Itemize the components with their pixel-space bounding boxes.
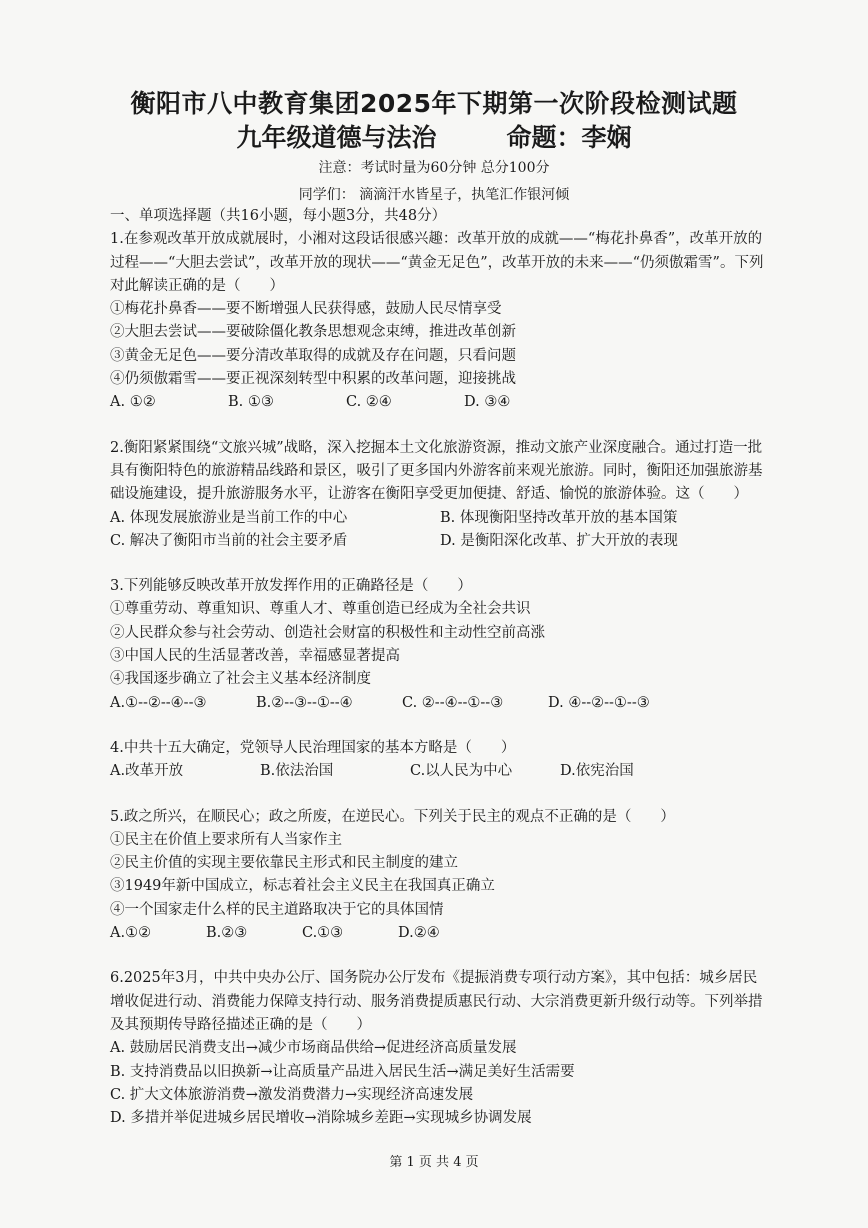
statement-item: ②大胆去尝试——要破除僵化教条思想观念束缚，推进改革创新 <box>110 324 516 341</box>
statement-item: ①梅花扑鼻香——要不断增强人民获得感，鼓励人民尽情享受 <box>110 301 502 318</box>
option-a: A.改革开放 <box>110 763 184 780</box>
exam-note: 注意：考试时量为60分钟 总分100分 <box>318 160 550 176</box>
question-stem: 4.中共十五大确定，党领导人民治理国家的基本方略是（ ） <box>110 739 516 756</box>
option-d: D.②④ <box>398 925 440 942</box>
exam-body <box>110 205 770 1130</box>
option-c: C.①③ <box>302 925 344 942</box>
subject-label: 九年级道德与法治 <box>236 123 437 152</box>
option-d: D. 是衡阳深化改革、扩大开放的表现 <box>440 532 678 549</box>
option-a: A. ①② <box>110 394 156 411</box>
question-stem: 5.政之所兴，在顺民心；政之所废，在逆民心。下列关于民主的观点不正确的是（ ） <box>110 808 675 825</box>
question-stem: 3.下列能够反映改革开放发挥作用的正确路径是（ ） <box>110 578 472 595</box>
answer-options <box>110 507 770 554</box>
exam-title: 衡阳市八中教育集团2025年下期第一次阶段检测试题 <box>130 89 738 118</box>
statement-item: ④我国逐步确立了社会主义基本经济制度 <box>110 671 371 688</box>
option-c: C. 解决了衡阳市当前的社会主要矛盾 <box>110 532 348 549</box>
option-c: C.以人民为中心 <box>410 763 513 780</box>
statement-item: ④一个国家走什么样的民主道路取决于它的具体国情 <box>110 901 444 918</box>
question-2 <box>110 437 770 553</box>
option-d: D.依宪治国 <box>560 763 634 780</box>
statement-item: ③1949年新中国成立，标志着社会主义民主在我国真正确立 <box>110 878 495 895</box>
question-stem: 6.2025年3月，中共中央办公厅、国务院办公厅发布《提振消费专项行动方案》，其中包括：城乡居民增收促进行动、消费能力保障支持行动、服务消费提质惠民行动、大宗消费更新升级行动等。下列举措及其预期传导路径描述正确的是（ ） <box>110 970 763 1033</box>
option-b: B. 支持消费品以旧换新→让高质量产品进入居民生活→满足美好生活需要 <box>110 1063 575 1080</box>
answer-options <box>110 760 770 783</box>
option-a: A.①② <box>110 925 152 942</box>
option-a: A. 体现发展旅游业是当前工作的中心 <box>110 509 348 526</box>
option-d: D. 多措并举促进城乡居民增收→消除城乡差距→实现城乡协调发展 <box>110 1110 532 1127</box>
statement-item: ②人民群众参与社会劳动、创造社会财富的积极性和主动性空前高涨 <box>110 624 545 641</box>
statement-item: ③黄金无足色——要分清改革取得的成就及存在问题，只看问题 <box>110 347 516 364</box>
option-d: D. ③④ <box>464 394 511 411</box>
option-b: B.②--③--①--④ <box>256 694 353 711</box>
question-stem: 2.衡阳紧紧围绕“文旅兴城”战略，深入挖掘本土文化旅游资源，推动文旅产业深度融合。通过打造一批具有衡阳特色的旅游精品线路和景区，吸引了更多国内外游客前来观光旅游。同时，衡阳还加强旅游基础设施建设，提升旅游服务水平，让游客在衡阳享受更加便捷、舒适、愉悦的旅游体验。这（ ） <box>110 439 763 503</box>
question-6 <box>110 967 770 1130</box>
option-a: A. 鼓励居民消费支出→减少市场商品供给→促进经济高质量发展 <box>110 1040 517 1057</box>
question-4 <box>110 737 770 784</box>
statement-item: ②民主价值的实现主要依靠民主形式和民主制度的建立 <box>110 855 458 872</box>
option-b: B. 体现衡阳坚持改革开放的基本国策 <box>440 509 678 526</box>
option-c: C. ②--④--①--③ <box>402 694 504 711</box>
statement-item: ①尊重劳动、尊重知识、尊重人才、尊重创造已经成为全社会共识 <box>110 601 531 618</box>
question-3 <box>110 575 770 715</box>
question-1 <box>110 228 770 414</box>
option-c: C. 扩大文体旅游消费→激发消费潜力→实现经济高速发展 <box>110 1086 474 1103</box>
answer-options <box>110 692 770 715</box>
exam-subtitle <box>0 118 868 154</box>
statement-item: ④仍须傲霜雪——要正视深刻转型中积累的改革问题，迎接挑战 <box>110 371 516 388</box>
question-5 <box>110 806 770 946</box>
option-b: B.②③ <box>206 925 248 942</box>
answer-options <box>110 391 770 414</box>
option-b: B. ①③ <box>228 394 274 411</box>
statement-item: ③中国人民的生活显著改善，幸福感显著提高 <box>110 648 400 665</box>
author-label: 命题：李娴 <box>506 123 632 152</box>
option-a: A.①--②--④--③ <box>110 694 207 711</box>
section-heading: 一、单项选择题（共16小题，每小题3分，共48分） <box>110 208 447 224</box>
option-d: D. ④--②--①--③ <box>548 694 650 711</box>
statement-item: ①民主在价值上要求所有人当家作主 <box>110 831 342 848</box>
page-number: 第 1 页 共 4 页 <box>389 1155 479 1170</box>
answer-options <box>110 922 770 945</box>
question-stem: 1.在参观改革开放成就展时，小湘对这段话很感兴趣：改革开放的成就——“梅花扑鼻香”，改革开放的过程——“大胆去尝试”，改革开放的现状——“黄金无足色”，改革开放的未来——“仍须傲霜雪”。下列对此解读正确的是（ ） <box>110 231 764 294</box>
option-b: B.依法治国 <box>260 763 334 780</box>
exam-motto: 同学们： 滴滴汗水皆星子，执笔汇作银河倾 <box>298 187 570 203</box>
option-c: C. ②④ <box>346 394 392 411</box>
